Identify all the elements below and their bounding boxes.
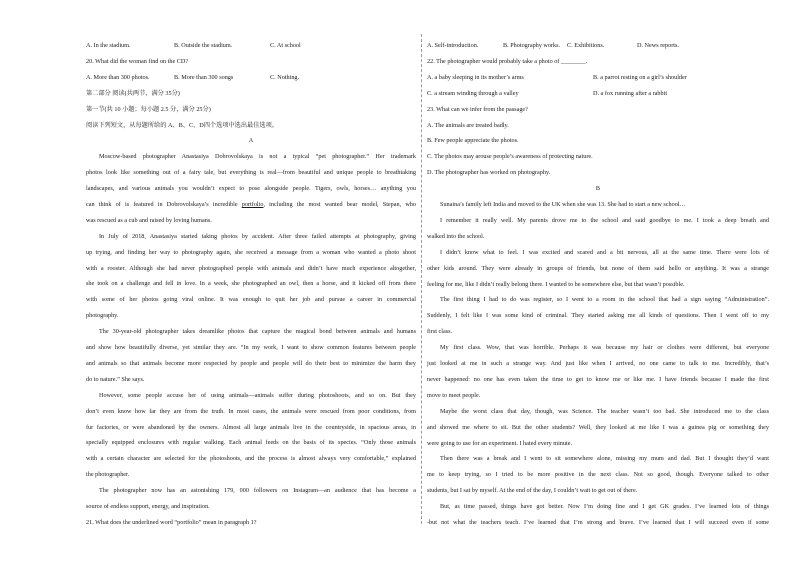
q23-option-c: C. The photos may arouse people’s awareness of protecting nature. [427,153,593,161]
q21-option-c: C. Exhibitions. [567,42,605,49]
text-line: photos look like something out of a fairy tale, but everything is real—from beautiful and unique people to breathtaking [86,169,416,177]
q20-option-b: B. More than 300 songs [174,73,234,81]
text-line: was rescued as a cub and raised by loving humans. [86,216,212,224]
left-column [86,38,416,531]
text-line: she took on a challenge and fell in love. In a week, she photographed an owl, then a horse, and it kicked off from there [86,280,416,288]
text-line: other kids around. They were already in groups of friends, but none of them said hello or anything. It was a strange [427,264,769,272]
q22-option-c: C. a stream winding through a valley [427,89,519,97]
passage-b-paragraph-5 [427,404,769,452]
text-line: with a certain character are selected for the photoshoots, and the process is almost always very comfortable,” explained [86,455,416,463]
text-line: landscapes, and various animals you wouldn’t expect to pose alongside people. Tigers, owls, horses… anything you [86,185,416,193]
q22-option-b: B. a parrot resting on a girl’s shoulder [593,73,687,81]
passage-b-paragraph-3 [427,292,769,340]
text-line: do to nature.” She says. [86,375,145,383]
passage-b-paragraph-4 [427,340,769,404]
passage-b-paragraph-1 [427,213,769,245]
text-line: But, as time passed, things have got better. Now I’m doing fine and I get GK grades. I’ve learned lots of things [440,503,769,511]
text-line: The 30-year-old photographer takes dreamlike photos that capture the magical bond between animals and humans [99,328,416,336]
text-line: students, but I sat by myself. At the end of the day, I couldn’t wait to get out of there. [427,487,638,495]
text-line: feeling for me, like I didn’t really belong there. I wanted to be somewhere else, but that wasn’t possible. [427,280,685,288]
text-line: and animals so that animals become more respected by people and people will do their best to minimize the harm they [86,359,416,367]
text-line: In July of 2018, Anastasiya started taking photos by accident. After three failed attempts at photography, giving [99,232,416,240]
text-line: I didn’t know what to feel. I was excited and scared and a bit nervous, all at the same time. There were lots of [440,248,769,256]
text-line: walked into the school. [427,232,485,240]
text-line: Suddenly, I felt like I was some kind of criminal. They started asking me all kinds of questions. Then I went off to my [427,312,769,320]
q19-option-b: B. Outside the stadium. [174,42,233,49]
passage-a-paragraph-1 [86,149,416,228]
text-line: The first thing I had to do was register, so I went to a room in the school that had a sign saying “Administration”. [440,296,769,304]
text-line: I remember it really well. My parents drove me to the school and said goodbye to me. I took a deep breath and [440,216,769,224]
q19-option-a: A. In the stadium. [86,42,131,49]
q21-option-d: D. News reports. [637,42,679,49]
passage-a-title: A [248,137,254,145]
question-23: 23. What can we infer from the passage? [427,105,528,113]
text-line: were going to use for an experiment. I hated every minute. [427,439,573,447]
q19-option-c: C. At school [270,42,301,49]
passage-a-paragraph-5 [86,483,416,515]
passage-b-intro: Sunaina’s family left India and moved to the UK when she was 13. She had to start a new school… [440,201,686,209]
text-segment: can think of is featured in Dobrovolskaya’s incredible [86,201,238,209]
passage-a-paragraph-3 [86,324,416,388]
reading-instruction: 阅读下列短文，从每题所给的 A、B、C、D四个选项中选出最佳选项。 [86,121,278,129]
text-line: The photographer now has an astonishing 179, 000 followers on Instagram—an audience that has become a [99,487,416,495]
q21-options [427,38,769,54]
text-line: with a rooster. Although she had never photographed people with animals and didn’t have much experience altogether, [86,264,416,272]
underlined-word-portfolio: portfolio [241,201,264,209]
passage-b-paragraph-2 [427,245,769,293]
passage-b-title: B [595,185,601,193]
text-line: don’t even know how far they are from the truth. In most cases, the animals were rescued from poor conditions, from [86,407,416,415]
text-line: However, some people accuse her of using animals—animals suffer during photoshoots, and so on. But they [99,391,416,399]
part-2-heading: 第二部分 阅读(共两节，满分 35分) [86,89,180,97]
section-1-heading: 第一节(共 10 小题；每小题 2.5 分，满分 25分) [86,105,211,113]
text-line: photography. [86,312,119,320]
text-line: with some of her photos going viral online. It was enough to quit her job and pursue a career in commercial [86,296,416,304]
q22-options-row-1 [427,70,769,86]
passage-b-paragraph-6 [427,451,769,499]
q19-options [86,38,416,54]
text-line: source of endless support, energy, and inspiration. [86,503,210,510]
text-line: move to meet people. [427,391,481,399]
question-20: 20. What did the woman find on the CD? [86,57,189,65]
question-21: 21. What does the underlined word “portfolio” mean in paragraph 1? [86,518,257,526]
q20-option-a: A. More than 300 photos. [86,73,150,81]
text-line: up trying, and finding her way to photography again, she received a message from a woman who wanted a photo shoot [86,248,416,256]
passage-b-paragraph-7 [427,499,769,531]
text-line: and showed me where to sit. But the other students? Well, they looked at me like I was a guinea pig or something they [427,423,769,431]
column-divider [421,34,422,524]
q22-option-a: A. a baby sleeping in its mother’s arms [427,73,524,81]
text-line: -but not what the teachers teach. I’ve learned that I’m strong and brave. I’ve learned that I will succeed even if some [427,518,769,526]
passage-a-paragraph-2 [86,229,416,324]
q20-option-c: C. Nothing. [270,73,300,81]
text-segment: , including the most wanted bear model, Stepan, who [263,201,416,209]
text-line: Moscow-based photographer Anastasiya Dobrovolskaya is not a typical “pet photographer.” Her trademark [99,153,416,161]
text-line: specially equipped enclosures with regular walking. Each animal feeds on the basis of its species. “Only those animals [86,439,416,447]
q22-option-d: D. a fox running after a rabbit [593,89,668,97]
q21-option-a: A. Self-introduction. [427,42,479,49]
text-line: fur factories, or were abandoned by the owners. Almost all large animals live in the countryside, in spacious areas, in [86,423,416,431]
q22-options-row-2 [427,86,769,102]
text-line: just looked at me in such a strange way. And just like when I arrived, no one came to talk to me. Incredibly, that’s [427,360,769,368]
text-line: Maybe the worst class that day, though, was Science. The teacher wasn’t too bad. She introduced me to the class [440,407,769,415]
q23-option-b: B. Few people appreciate the photos. [427,137,519,145]
text-line: Then there was a break and I went to sit somewhere alone, missing my mum and dad. But I thought they’d want [440,455,769,463]
text-line: the photographer. [86,471,130,479]
question-22: 22. The photographer would probably take a photo of ________. [427,57,588,65]
right-column [427,38,769,531]
q21-option-b: B. Photography works. [503,42,561,49]
q20-options [86,70,416,86]
text-line: never happened: no one has even taken the time to get to know me or like me. I have friends because I made the first [427,375,769,383]
text-line [86,197,416,213]
text-line: and show how beautifully diverse, yet similar they are. “In my work, I want to show common features between people [86,344,416,352]
text-line: first class. [427,328,453,336]
text-line: me to keep trying, so I tried to be more positive in the next class. Not so good, though. Everyone talked to other [427,471,769,479]
text-line: My first class. Wow, that was horrible. Perhaps it was because my hair or clothes were different, but everyone [440,344,769,352]
q23-option-d: D. The photographer has worked on photography. [427,169,551,177]
q23-option-a: A. The animals are treated badly. [427,121,509,129]
passage-a-paragraph-4 [86,388,416,483]
